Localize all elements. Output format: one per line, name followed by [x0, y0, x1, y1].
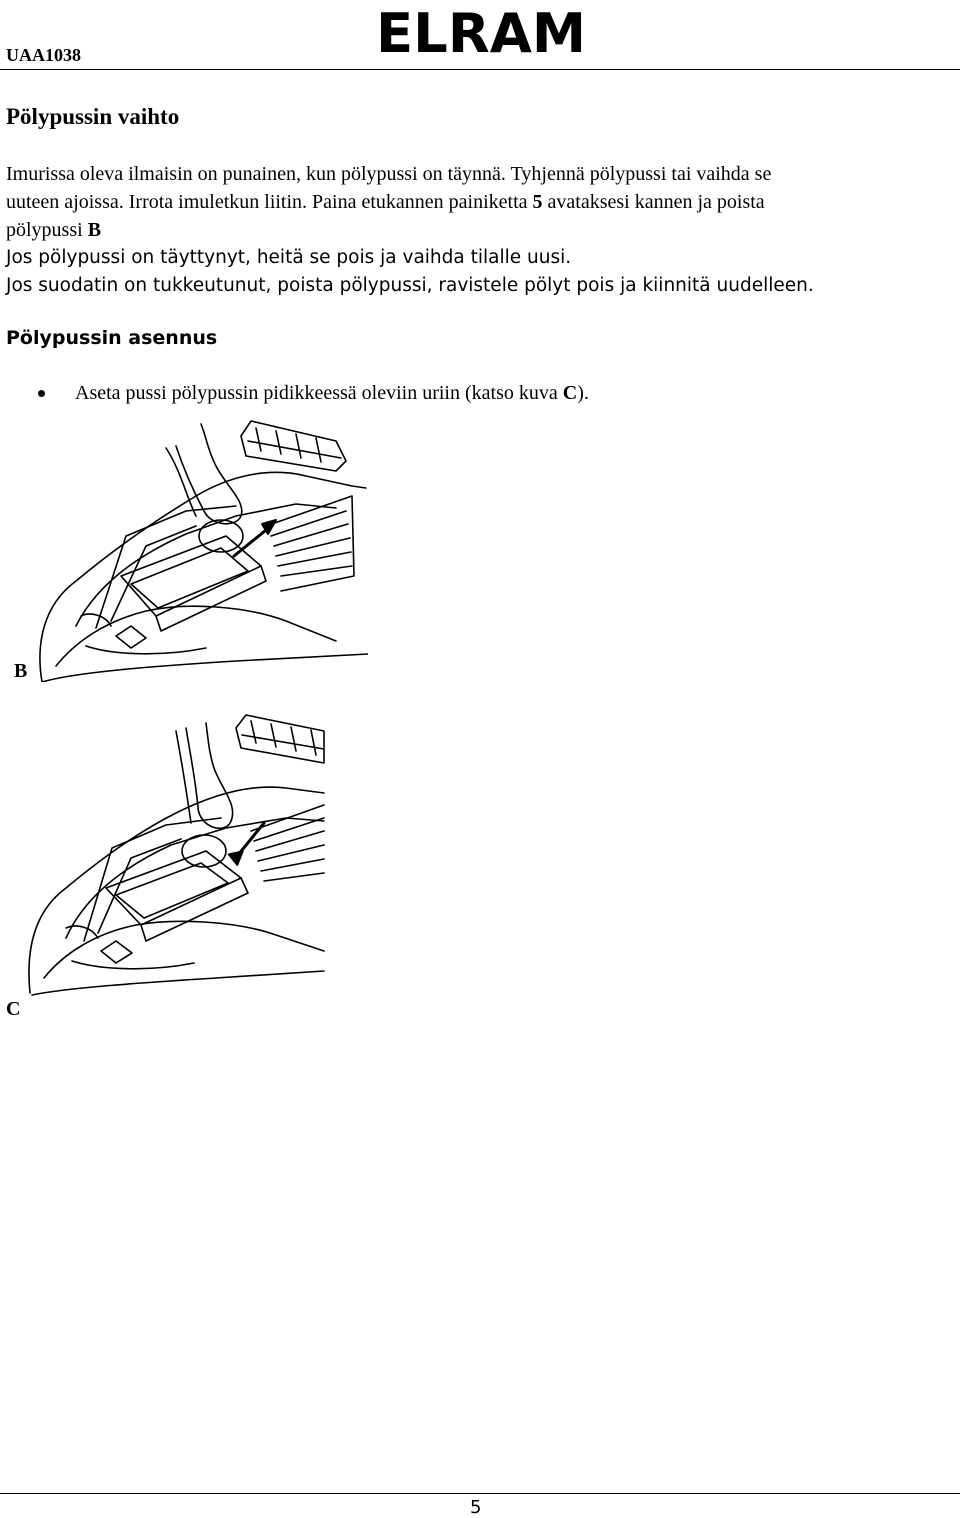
bullet-item [38, 382, 589, 405]
bullet-text-end: ). [577, 382, 589, 404]
figure-reference-b: B [87, 219, 102, 241]
subsection-title: Pölypussin asennus [6, 327, 218, 349]
bullet-icon [38, 390, 45, 397]
instructions-paragraph [6, 160, 946, 300]
section-title: Pölypussin vaihto [6, 104, 180, 129]
paragraph-line-3-text: pölypussi [6, 219, 88, 241]
header-divider [0, 69, 960, 70]
paragraph-line-4: Jos pölypussi on täyttynyt, heitä se pois ja vaihda tilalle uusi. [6, 247, 572, 268]
logo-text: ELRAM [376, 4, 586, 58]
paragraph-line-3 [6, 216, 946, 244]
figure-b-illustration [36, 416, 368, 682]
paragraph-line-2-text: uuteen ajoissa. Irrota imuletkun liitin. Paina etukannen painiketta [6, 191, 533, 213]
figure-c-label: C [6, 998, 21, 1020]
footer-divider [0, 1493, 960, 1494]
document-code: UAA1038 [6, 45, 81, 65]
figure-b-label: B [14, 660, 28, 682]
paragraph-line-5: Jos suodatin on tukkeutunut, poista pölypussi, ravistele pölyt pois ja kiinnitä uudelleen. [6, 275, 814, 296]
paragraph-line-1: Imurissa oleva ilmaisin on punainen, kun pölypussi on täynnä. Tyhjennä pölypussi tai vaihda se [6, 163, 772, 185]
bullet-text-start: Aseta pussi pölypussin pidikkeessä oleviin uriin (katso kuva [75, 382, 563, 404]
figure-reference-c: C [562, 382, 578, 404]
button-number: 5 [532, 191, 543, 213]
paragraph-line-2-end: avataksesi kannen ja poista [542, 191, 765, 213]
paragraph-line-2 [6, 188, 946, 216]
figure-c-illustration [26, 713, 326, 1005]
page-number: 5 [470, 1497, 482, 1518]
bullet-text [75, 382, 589, 405]
elram-logo [376, 4, 586, 58]
